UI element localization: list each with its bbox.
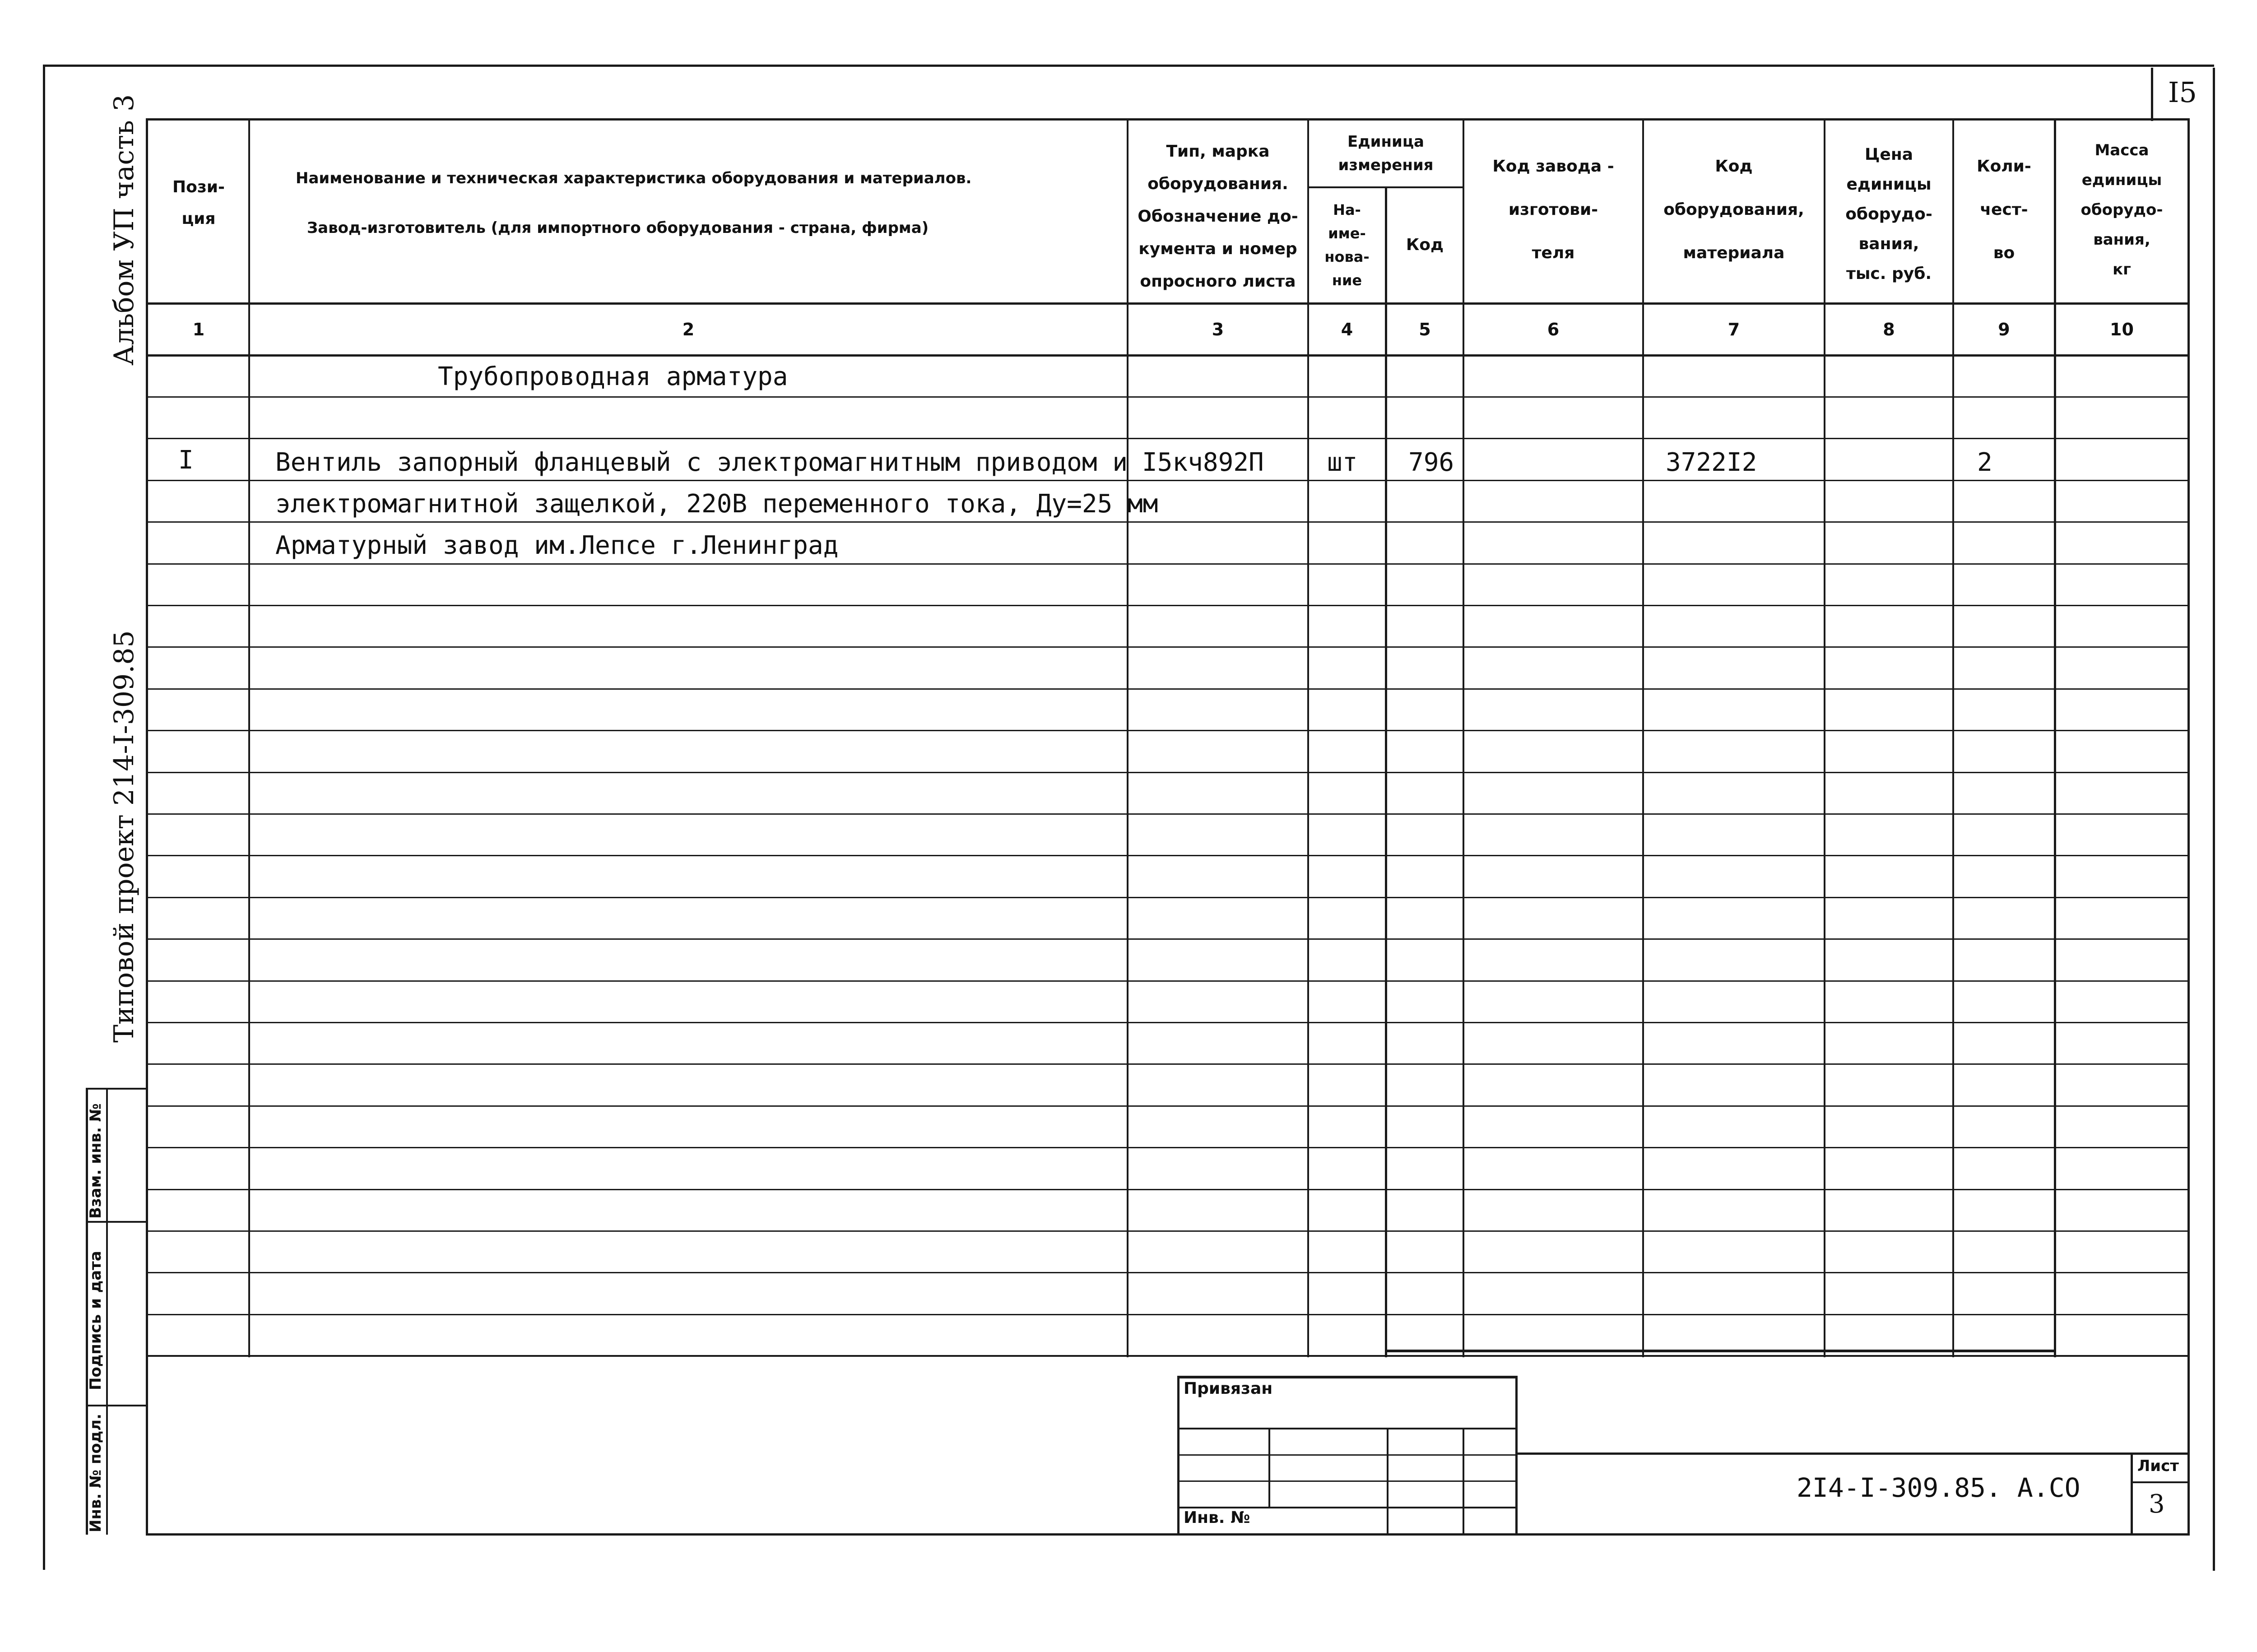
col-number-1: 1 xyxy=(192,320,205,339)
list-label: Лист xyxy=(2137,1457,2179,1475)
col-divider-8 xyxy=(1952,118,1954,1357)
header-equip-code: Код оборудования, материала xyxy=(1663,157,1804,262)
body-row-line xyxy=(146,1105,2190,1107)
body-row-line xyxy=(146,730,2190,731)
stamp-col-3 xyxy=(1463,1429,1464,1534)
col-divider-6 xyxy=(1642,118,1644,1357)
body-row-line xyxy=(146,1022,2190,1023)
body-row-line xyxy=(146,1230,2190,1232)
body-row-line xyxy=(146,1314,2190,1315)
body-row-line xyxy=(146,646,2190,648)
header-price: Цена единицы оборудо- вания, тыс. руб. xyxy=(1845,145,1932,283)
row1-position: I xyxy=(178,445,194,475)
side-vzam-label: Взам. инв. № xyxy=(87,1103,105,1219)
list-number: 3 xyxy=(2149,1490,2165,1519)
header-unit-name: На- име- нова- ние xyxy=(1324,201,1370,289)
body-row-line xyxy=(146,688,2190,690)
body-row-line xyxy=(146,1272,2190,1273)
stamp-row-line-2 xyxy=(1177,1454,1517,1456)
side-album-label: Альбом УП часть 3 xyxy=(108,94,140,366)
list-box-left xyxy=(2131,1452,2133,1535)
col-divider-2 xyxy=(1127,118,1128,1357)
col-number-4: 4 xyxy=(1341,320,1353,339)
side-stamp-div2 xyxy=(86,1405,147,1406)
row1-unit-code: 796 xyxy=(1408,448,1454,477)
stamp-top-line xyxy=(1177,1376,1517,1378)
side-inv-podl-label: Инв. № подл. xyxy=(87,1413,105,1532)
col-number-9: 9 xyxy=(1998,320,2010,339)
body-bottom-line xyxy=(146,1355,2190,1357)
row2-name: электромагнитной защелкой, 220В переменного тока, Ду=25 мм xyxy=(275,489,1158,519)
body-row-line xyxy=(146,855,2190,856)
table-top-border xyxy=(146,118,2190,121)
table-right-border xyxy=(2187,118,2190,1536)
title-block-top xyxy=(1517,1452,2189,1455)
row1-type: I5кч892П xyxy=(1142,448,1264,477)
row1-equip-code: 3722I2 xyxy=(1666,448,1757,477)
stamp-privyazan: Привязан xyxy=(1184,1379,1273,1398)
side-stamp-div1 xyxy=(86,1221,147,1223)
side-stamp-inner xyxy=(106,1088,108,1535)
col-divider-3 xyxy=(1307,118,1309,1357)
col-number-6: 6 xyxy=(1547,320,1560,339)
right-border-line xyxy=(2213,68,2215,1571)
stamp-inv-no: Инв. № xyxy=(1184,1508,1250,1527)
list-box-divider xyxy=(2131,1481,2189,1483)
row1-name: Вентиль запорный фланцевый с электромагнитным приводом и xyxy=(275,448,1128,477)
col-number-3: 3 xyxy=(1212,320,1224,339)
header-position: Пози- ция xyxy=(172,178,225,228)
body-row-line xyxy=(146,938,2190,940)
section-title: Трубопроводная арматура xyxy=(438,362,788,391)
stamp-row-line-1 xyxy=(1177,1428,1517,1429)
col-number-10: 10 xyxy=(2110,320,2134,339)
body-row-line xyxy=(146,897,2190,898)
header-factory-code: Код завода - изготови- теля xyxy=(1492,157,1614,262)
header-mass: Масса единицы оборудо- вания, кг xyxy=(2081,141,2163,278)
code-block-bottom xyxy=(1385,1350,2056,1352)
stamp-col-2 xyxy=(1387,1429,1389,1534)
header-unit-code: Код xyxy=(1406,236,1444,254)
sheet-box-left xyxy=(2151,68,2153,121)
body-row-line xyxy=(146,813,2190,815)
side-project-label: Типовой проект 214-I-309.85 xyxy=(108,630,140,1043)
col-number-7: 7 xyxy=(1728,320,1740,339)
col-number-8: 8 xyxy=(1883,320,1895,339)
col-number-2: 2 xyxy=(682,320,695,339)
header-unit-group: Единица измерения xyxy=(1338,133,1434,174)
body-row-line xyxy=(146,1063,2190,1065)
col-number-5: 5 xyxy=(1419,320,1431,339)
body-row-line xyxy=(146,1189,2190,1190)
col-divider-1 xyxy=(248,118,250,1357)
side-podpis-label: Подпись и дата xyxy=(87,1251,105,1390)
row1-qty: 2 xyxy=(1977,448,1992,477)
row1-unit: шт xyxy=(1327,448,1358,477)
side-stamp-top xyxy=(86,1088,147,1090)
body-row-line xyxy=(146,605,2190,606)
col-divider-9 xyxy=(2054,118,2056,1357)
header-name-line1: Наименование и техническая характеристика оборудования и материалов. xyxy=(296,169,972,187)
header-type: Тип, марка оборудования. Обозначение до- кумента и номер опросного листа xyxy=(1138,142,1298,291)
header-qty: Коли- чест- во xyxy=(1977,157,2031,262)
top-border-line xyxy=(43,65,2214,67)
document-code: 2I4-I-309.85. А.СО xyxy=(1797,1472,2081,1503)
left-margin-line xyxy=(43,67,45,1570)
frame-bottom-border xyxy=(146,1533,2190,1536)
col-divider-5 xyxy=(1463,118,1464,1357)
stamp-col-1 xyxy=(1268,1429,1270,1508)
body-row-line xyxy=(146,772,2190,773)
body-row-line xyxy=(146,438,2190,439)
stamp-row-line-3 xyxy=(1177,1480,1517,1482)
sheet-number-top: I5 xyxy=(2168,76,2197,109)
table-left-border xyxy=(146,118,148,1536)
header-name-line2: Завод-изготовитель (для импортного оборудования - страна, фирма) xyxy=(307,219,929,237)
body-row-line xyxy=(146,980,2190,982)
row3-name: Арматурный завод им.Лепсе г.Ленинград xyxy=(275,531,839,560)
body-row-line xyxy=(146,1147,2190,1148)
col-divider-7 xyxy=(1824,118,1825,1357)
